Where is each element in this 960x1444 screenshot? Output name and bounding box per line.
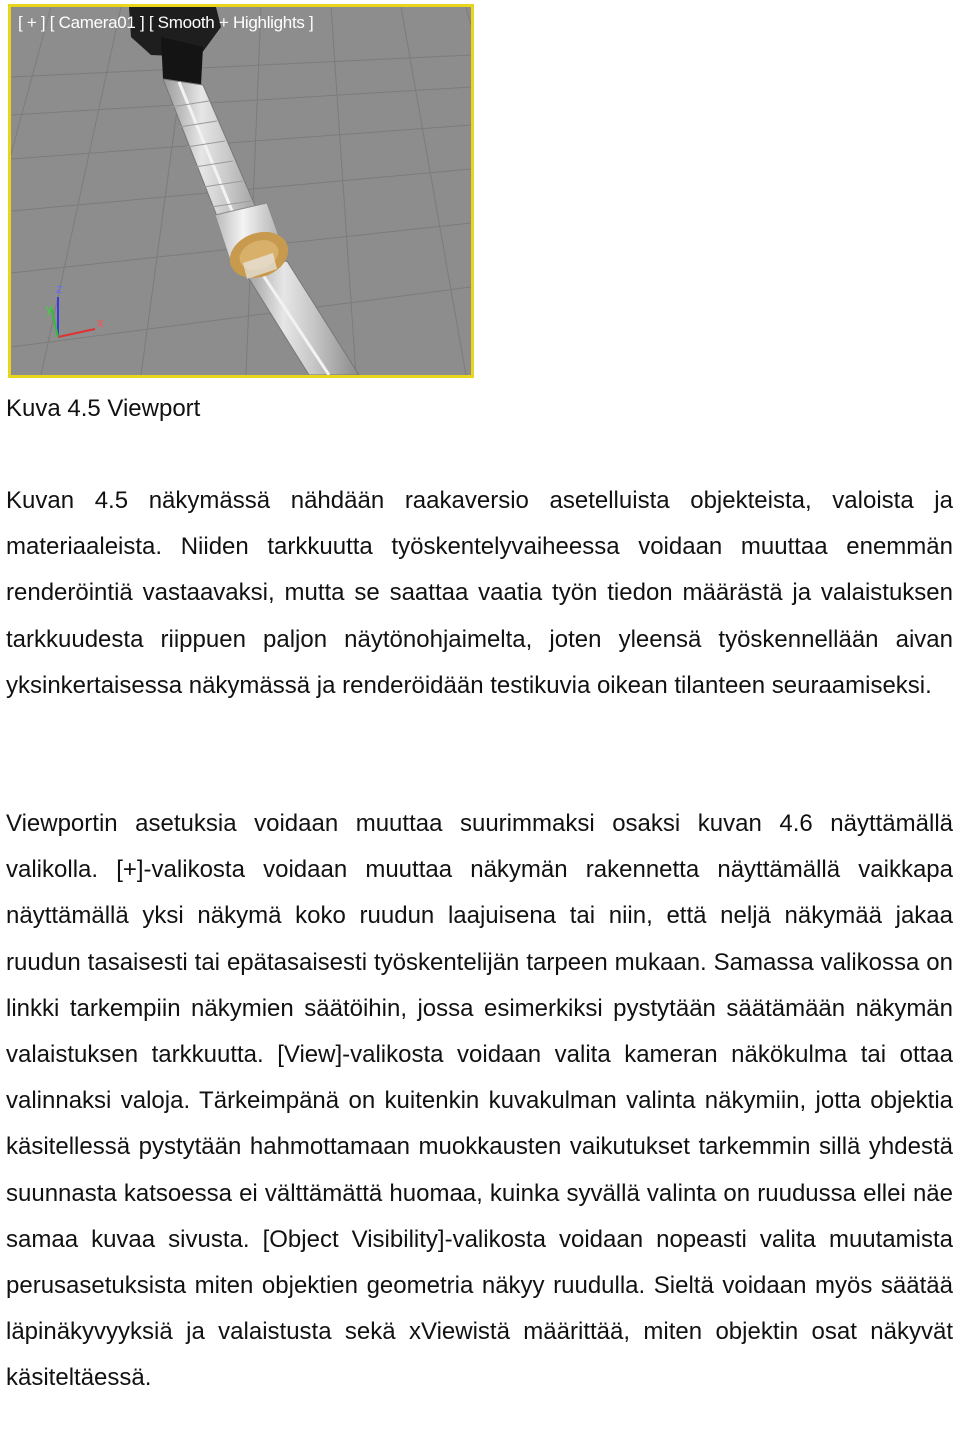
figure-caption: Kuva 4.5 Viewport <box>6 395 201 422</box>
axis-y-label: y <box>46 301 53 316</box>
axis-x-label: x <box>97 315 104 330</box>
axis-z-label: z <box>56 281 63 296</box>
viewport-render <box>11 7 471 375</box>
paragraph-2: Viewportin asetuksia voidaan muuttaa suurimmaksi osaksi kuvan 4.6 näyttämällä valikolla. [+]-valikosta voidaan muuttaa näkymän rakennetta näyttämällä vaikkapa näyttämällä yksi näkymä koko ruudun laajuisena tai niin, että neljä näkymää jakaa ruudun tasaisesti tai epätasaisesti työskentelijän tarpeen mukaan. Samassa valikossa on linkki tarkempiin näkymien säätöihin, jossa esimerkiksi pystytään säätämään näkymän valaistuksen tarkkuutta. [View]-valikosta voidaan valita kameran näkökulma tai ottaa valinnaksi valoja. Tärkeimpänä on kuitenkin kuvakulman valinta näkymiin, jotta objektia käsitellessä pystytään hahmottamaan muokkausten vaikutukset tarkemmin sillä yhdestä suunnasta katsoessa ei välttämättä huomaa, kuinka syvällä valinta on ruudussa ellei näe samaa kuvaa sivusta. [Object Visibility]-valikosta voidaan nopeasti valita muutamista perusasetuksista miten objektien geometria näkyy ruudulla. Sieltä voidaan myös säätää läpinäkyvyyksiä ja valaistusta sekä xViewistä määrittää, miten objektin osat näkyvät käsiteltäessä. <box>6 810 953 1392</box>
axis-gizmo <box>51 297 95 337</box>
paragraph-1: Kuvan 4.5 näkymässä nähdään raakaversio asetelluista objekteista, valoista ja materiaaleista. Niiden tarkkuutta työskentelyvaiheessa voidaan muuttaa enemmän renderöintiä vastaavaksi, mutta se saattaa vaatia työn tiedon määrästä ja valaistuksen tarkkuudesta riippuen paljon näytönohjaimelta, joten yleensä työskennellään aivan yksinkertaisessa näkymässä ja renderöidään testikuvia oikean tilanteen seuraamiseksi. <box>6 487 953 699</box>
viewport-figure <box>8 4 474 378</box>
viewport-label[interactable]: [ + ] [ Camera01 ] [ Smooth + Highlights ] <box>18 13 314 32</box>
